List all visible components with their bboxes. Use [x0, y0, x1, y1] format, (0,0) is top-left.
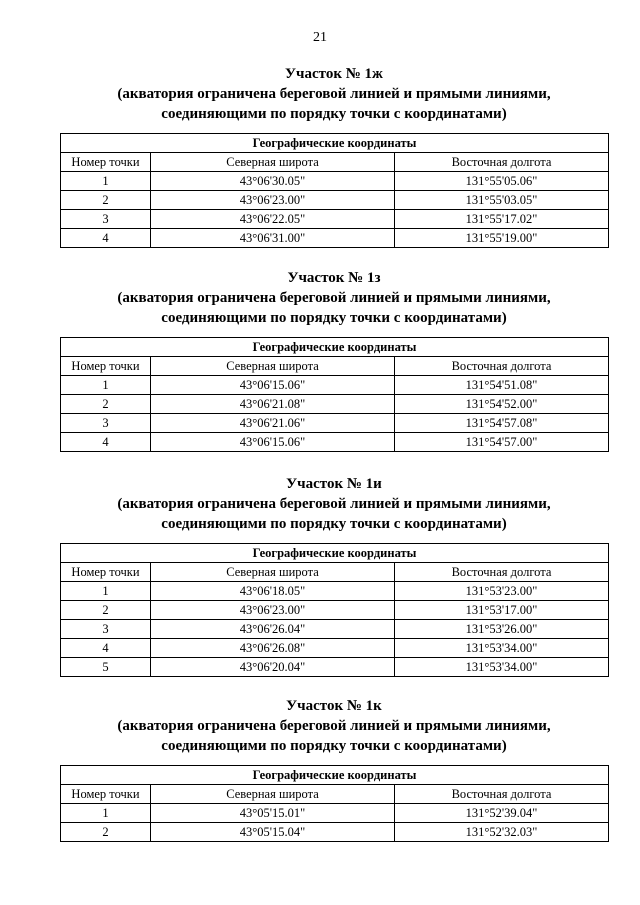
column-header: Номер точки — [61, 785, 151, 804]
point-number-cell: 1 — [61, 376, 151, 395]
column-header-row — [61, 785, 609, 804]
group-header: Географические координаты — [61, 766, 609, 785]
point-number-cell: 3 — [61, 414, 151, 433]
latitude-cell: 43°06'20.04" — [151, 658, 395, 677]
point-number-cell: 4 — [61, 433, 151, 452]
point-number-cell: 4 — [61, 229, 151, 248]
area-section — [60, 474, 608, 677]
column-header-row — [61, 357, 609, 376]
coordinates-table — [60, 337, 609, 452]
area-section — [60, 696, 608, 842]
area-section — [60, 268, 608, 452]
point-number-cell: 2 — [61, 823, 151, 842]
area-section — [60, 64, 608, 248]
point-number-cell: 1 — [61, 804, 151, 823]
column-header: Восточная долгота — [395, 785, 609, 804]
longitude-cell: 131°53'34.00" — [395, 639, 609, 658]
point-number-cell: 1 — [61, 582, 151, 601]
table-group-header-row — [61, 544, 609, 563]
point-number-cell: 2 — [61, 601, 151, 620]
coordinates-table — [60, 543, 609, 677]
longitude-cell: 131°55'19.00" — [395, 229, 609, 248]
table-row — [61, 582, 609, 601]
longitude-cell: 131°52'39.04" — [395, 804, 609, 823]
table-row — [61, 620, 609, 639]
column-header: Номер точки — [61, 357, 151, 376]
longitude-cell: 131°54'51.08" — [395, 376, 609, 395]
column-header-row — [61, 563, 609, 582]
longitude-cell: 131°55'05.06" — [395, 172, 609, 191]
section-subtitle: (акватория ограничена береговой линией и прямыми линиями, — [117, 718, 551, 734]
table-row — [61, 376, 609, 395]
table-row — [61, 433, 609, 452]
longitude-cell: 131°55'03.05" — [395, 191, 609, 210]
section-title: Участок № 1к — [286, 698, 382, 714]
latitude-cell: 43°06'15.06" — [151, 433, 395, 452]
column-header: Восточная долгота — [395, 357, 609, 376]
page-number: 21 — [313, 30, 327, 45]
longitude-cell: 131°53'23.00" — [395, 582, 609, 601]
section-subtitle: соединяющими по порядку точки с координатами) — [161, 310, 507, 326]
longitude-cell: 131°54'52.00" — [395, 395, 609, 414]
longitude-cell: 131°54'57.08" — [395, 414, 609, 433]
column-header: Восточная долгота — [395, 153, 609, 172]
longitude-cell: 131°53'26.00" — [395, 620, 609, 639]
column-header: Восточная долгота — [395, 563, 609, 582]
section-title: Участок № 1ж — [285, 66, 383, 82]
longitude-cell: 131°54'57.00" — [395, 433, 609, 452]
latitude-cell: 43°06'15.06" — [151, 376, 395, 395]
table-row — [61, 210, 609, 229]
section-heading — [50, 696, 618, 756]
section-heading — [50, 268, 618, 328]
latitude-cell: 43°05'15.01" — [151, 804, 395, 823]
table-row — [61, 191, 609, 210]
column-header: Номер точки — [61, 563, 151, 582]
column-header: Номер точки — [61, 153, 151, 172]
latitude-cell: 43°06'22.05" — [151, 210, 395, 229]
section-title: Участок № 1з — [287, 270, 381, 286]
point-number-cell: 4 — [61, 639, 151, 658]
section-subtitle: соединяющими по порядку точки с координатами) — [161, 106, 507, 122]
point-number-cell: 3 — [61, 620, 151, 639]
table-row — [61, 395, 609, 414]
point-number-cell: 2 — [61, 395, 151, 414]
table-row — [61, 823, 609, 842]
section-subtitle: (акватория ограничена береговой линией и прямыми линиями, — [117, 290, 551, 306]
point-number-cell: 1 — [61, 172, 151, 191]
table-group-header-row — [61, 766, 609, 785]
column-header-row — [61, 153, 609, 172]
table-row — [61, 658, 609, 677]
column-header: Северная широта — [151, 785, 395, 804]
table-group-header-row — [61, 134, 609, 153]
section-title: Участок № 1и — [286, 476, 382, 492]
column-header: Северная широта — [151, 153, 395, 172]
column-header: Северная широта — [151, 563, 395, 582]
column-header: Северная широта — [151, 357, 395, 376]
table-row — [61, 639, 609, 658]
group-header: Географические координаты — [61, 544, 609, 563]
coordinates-table — [60, 133, 609, 248]
table-row — [61, 229, 609, 248]
section-heading — [50, 64, 618, 124]
table-row — [61, 172, 609, 191]
point-number-cell: 5 — [61, 658, 151, 677]
point-number-cell: 2 — [61, 191, 151, 210]
longitude-cell: 131°55'17.02" — [395, 210, 609, 229]
longitude-cell: 131°53'34.00" — [395, 658, 609, 677]
table-row — [61, 601, 609, 620]
group-header: Географические координаты — [61, 338, 609, 357]
table-group-header-row — [61, 338, 609, 357]
longitude-cell: 131°53'17.00" — [395, 601, 609, 620]
latitude-cell: 43°06'31.00" — [151, 229, 395, 248]
latitude-cell: 43°06'30.05" — [151, 172, 395, 191]
section-subtitle: соединяющими по порядку точки с координатами) — [161, 516, 507, 532]
latitude-cell: 43°06'23.00" — [151, 191, 395, 210]
latitude-cell: 43°06'18.05" — [151, 582, 395, 601]
point-number-cell: 3 — [61, 210, 151, 229]
section-subtitle: (акватория ограничена береговой линией и прямыми линиями, — [117, 496, 551, 512]
table-row — [61, 414, 609, 433]
longitude-cell: 131°52'32.03" — [395, 823, 609, 842]
section-subtitle: соединяющими по порядку точки с координатами) — [161, 738, 507, 754]
section-heading — [50, 474, 618, 534]
latitude-cell: 43°06'21.08" — [151, 395, 395, 414]
coordinates-table — [60, 765, 609, 842]
table-row — [61, 804, 609, 823]
latitude-cell: 43°06'26.08" — [151, 639, 395, 658]
latitude-cell: 43°06'26.04" — [151, 620, 395, 639]
group-header: Географические координаты — [61, 134, 609, 153]
latitude-cell: 43°06'21.06" — [151, 414, 395, 433]
latitude-cell: 43°06'23.00" — [151, 601, 395, 620]
section-subtitle: (акватория ограничена береговой линией и прямыми линиями, — [117, 86, 551, 102]
latitude-cell: 43°05'15.04" — [151, 823, 395, 842]
